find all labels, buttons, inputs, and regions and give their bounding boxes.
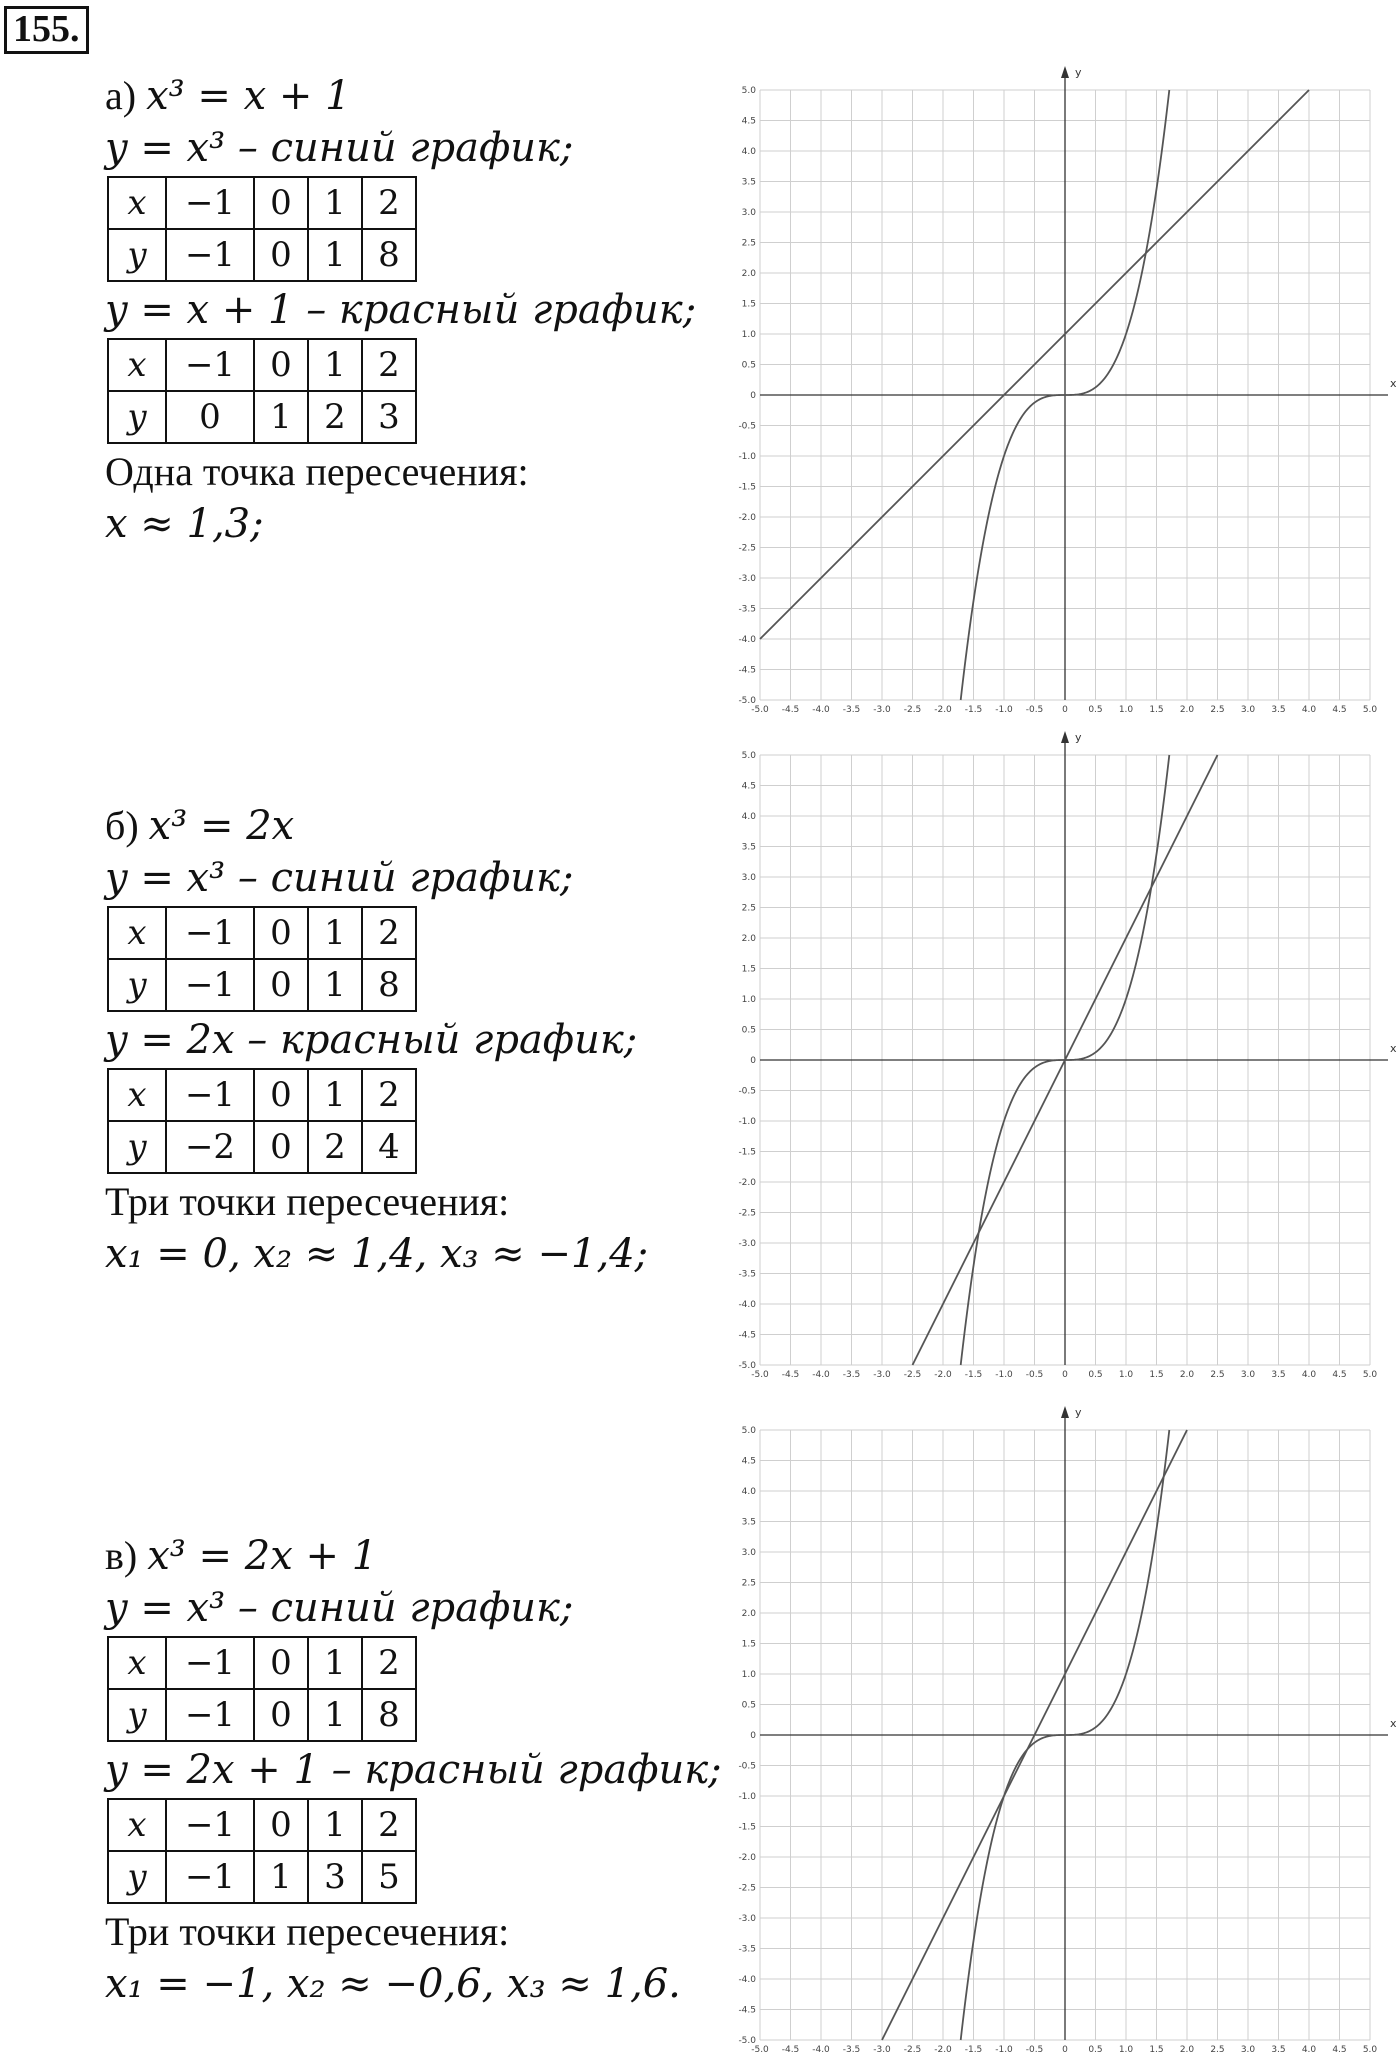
part-c-table2 — [107, 1798, 417, 1904]
x-tick-label: -5.0 — [751, 2045, 769, 2055]
table-cell: 2 — [362, 907, 416, 959]
x-tick-label: -1.5 — [964, 2045, 983, 2055]
part-b-answer: x₁ = 0, x₂ ≈ 1,4, x₃ ≈ −1,4; — [105, 1231, 649, 1277]
x-tick-label: -5.0 — [751, 705, 769, 715]
x-tick-label: -0.5 — [1025, 2045, 1044, 2055]
part-b-conclusion: Три точки пересечения: — [105, 1179, 510, 1224]
x-tick-label: 0.5 — [1088, 705, 1103, 715]
part-b-curve1-label: y = x³ – синий график; — [105, 855, 574, 901]
table-cell: y — [108, 959, 166, 1011]
part-a-answer: x ≈ 1,3; — [105, 501, 264, 547]
y-tick-label: 2.0 — [741, 1609, 756, 1619]
table-cell: 0 — [254, 339, 308, 391]
part-c-table1 — [107, 1636, 417, 1742]
x-tick-label: 0.5 — [1088, 1370, 1103, 1380]
part-b-table2 — [107, 1068, 417, 1174]
x-tick-label: 4.5 — [1332, 2045, 1347, 2055]
x-tick-label: 1.0 — [1118, 705, 1134, 715]
chart-a — [715, 60, 1400, 720]
x-axis-label: x — [1390, 1042, 1397, 1055]
table-cell: x — [108, 177, 166, 229]
y-tick-label: -4.0 — [738, 1300, 756, 1310]
y-tick-label: 2.5 — [741, 903, 756, 914]
y-tick-label: -4.5 — [738, 2005, 756, 2016]
table-cell: x — [108, 1637, 166, 1689]
y-tick-label: 5.0 — [741, 751, 756, 761]
x-tick-label: -2.0 — [934, 1370, 952, 1380]
y-tick-label: 1.0 — [741, 1670, 756, 1680]
part-a — [105, 70, 697, 550]
x-tick-label: 2.0 — [1179, 1370, 1195, 1380]
y-tick-label: 5.0 — [741, 86, 756, 96]
y-tick-label: 4.0 — [741, 1487, 756, 1497]
table-cell: 4 — [362, 1121, 416, 1173]
table-cell: 0 — [254, 907, 308, 959]
x-tick-label: 2.5 — [1210, 705, 1225, 715]
x-tick-label: 0.5 — [1088, 2045, 1103, 2055]
x-tick-label: -3.5 — [842, 2045, 861, 2055]
table-cell: −1 — [166, 229, 254, 281]
table-cell: −1 — [166, 1851, 254, 1903]
y-tick-label: 1.5 — [741, 964, 756, 975]
table-row — [108, 1851, 416, 1903]
part-b-equation — [105, 800, 665, 852]
table-cell: 0 — [254, 959, 308, 1011]
x-tick-label: -3.5 — [842, 705, 861, 715]
y-tick-label: -3.5 — [738, 1944, 756, 1955]
part-a-conclusion: Одна точка пересечения: — [105, 449, 529, 494]
table-cell: 1 — [308, 229, 362, 281]
y-tick-label: -3.5 — [738, 604, 756, 615]
table-cell: 1 — [254, 391, 308, 443]
part-b-equation-text: x³ = 2x — [148, 803, 295, 849]
table-cell: −1 — [166, 1799, 254, 1851]
x-tick-label: 5.0 — [1362, 1370, 1378, 1380]
x-tick-label: 1.0 — [1118, 2045, 1134, 2055]
x-tick-label: -0.5 — [1025, 1370, 1044, 1380]
part-c-curve2-label: y = 2x + 1 – красный график; — [105, 1747, 722, 1793]
x-tick-label: 2.0 — [1179, 705, 1195, 715]
y-tick-label: 3.5 — [741, 177, 756, 188]
x-tick-label: -3.5 — [842, 1370, 861, 1380]
x-tick-label: 1.5 — [1149, 1370, 1164, 1380]
table-row — [108, 1637, 416, 1689]
y-tick-label: -1.5 — [738, 1822, 756, 1833]
x-tick-label: 1.5 — [1149, 2045, 1164, 2055]
table-cell: 1 — [308, 177, 362, 229]
table-row — [108, 391, 416, 443]
table-row — [108, 229, 416, 281]
part-c-answer: x₁ = −1, x₂ ≈ −0,6, x₃ ≈ 1,6. — [105, 1961, 681, 2007]
table-row — [108, 959, 416, 1011]
y-tick-label: -4.0 — [738, 635, 756, 645]
part-c-conclusion: Три точки пересечения: — [105, 1909, 510, 1954]
y-tick-label: 4.0 — [741, 812, 756, 822]
y-tick-label: -2.5 — [738, 543, 756, 554]
y-tick-label: 2.5 — [741, 238, 756, 249]
y-tick-label: -1.0 — [738, 1117, 756, 1127]
x-tick-label: -4.0 — [812, 1370, 830, 1380]
table-cell: −1 — [166, 1689, 254, 1741]
part-c — [105, 1530, 722, 2010]
part-a-curve2-label: y = x + 1 – красный график; — [105, 287, 697, 333]
y-axis-label: y — [1075, 66, 1082, 79]
table-cell: 3 — [308, 1851, 362, 1903]
y-tick-label: 0 — [750, 391, 756, 401]
x-tick-label: -1.0 — [995, 1370, 1013, 1380]
x-tick-label: 2.5 — [1210, 1370, 1225, 1380]
x-tick-label: 4.5 — [1332, 705, 1347, 715]
x-tick-label: -4.5 — [781, 1370, 800, 1380]
x-tick-label: 0 — [1062, 2045, 1068, 2055]
y-tick-label: -4.5 — [738, 665, 756, 676]
x-tick-label: -3.0 — [873, 705, 891, 715]
part-b-letter: б) — [105, 803, 139, 848]
y-tick-label: -5.0 — [738, 2036, 756, 2046]
table-cell: 2 — [362, 1637, 416, 1689]
x-tick-label: -1.0 — [995, 705, 1013, 715]
x-axis-label: x — [1390, 377, 1397, 390]
x-tick-label: -3.0 — [873, 1370, 891, 1380]
x-tick-label: 5.0 — [1362, 705, 1378, 715]
part-b-curve2-label: y = 2x – красный график; — [105, 1017, 638, 1063]
table-row — [108, 1689, 416, 1741]
y-tick-label: 1.5 — [741, 1639, 756, 1650]
y-tick-label: 4.5 — [741, 116, 756, 127]
y-axis-label: y — [1075, 731, 1082, 744]
y-axis-arrow — [1061, 731, 1069, 743]
x-tick-label: -2.5 — [903, 1370, 922, 1380]
x-tick-label: -1.5 — [964, 705, 983, 715]
x-tick-label: -0.5 — [1025, 705, 1044, 715]
x-tick-label: 4.0 — [1301, 705, 1317, 715]
x-tick-label: -2.0 — [934, 705, 952, 715]
x-tick-label: 4.0 — [1301, 2045, 1317, 2055]
y-tick-label: 3.0 — [741, 873, 756, 883]
y-tick-label: -1.0 — [738, 1792, 756, 1802]
y-tick-label: 2.0 — [741, 269, 756, 279]
part-a-equation-text: x³ = x + 1 — [146, 73, 351, 119]
table-cell: −1 — [166, 1637, 254, 1689]
y-tick-label: 2.5 — [741, 1578, 756, 1589]
y-axis-arrow — [1061, 1406, 1069, 1418]
x-tick-label: 0 — [1062, 1370, 1068, 1380]
table-cell: 0 — [254, 1689, 308, 1741]
table-row — [108, 907, 416, 959]
table-cell: 1 — [308, 1689, 362, 1741]
table-cell: −1 — [166, 1069, 254, 1121]
y-tick-label: -2.0 — [738, 1178, 756, 1188]
part-c-equation — [105, 1530, 665, 1582]
x-tick-label: 3.0 — [1240, 2045, 1256, 2055]
y-tick-label: -0.5 — [738, 421, 756, 432]
y-tick-label: -2.5 — [738, 1208, 756, 1219]
y-tick-label: 1.0 — [741, 995, 756, 1005]
y-tick-label: -5.0 — [738, 696, 756, 706]
x-tick-label: -4.5 — [781, 2045, 800, 2055]
y-tick-label: 4.0 — [741, 147, 756, 157]
part-a-table2 — [107, 338, 417, 444]
table-cell: 1 — [254, 1851, 308, 1903]
table-cell: 0 — [254, 1121, 308, 1173]
y-tick-label: -2.0 — [738, 1853, 756, 1863]
y-tick-label: -4.0 — [738, 1975, 756, 1985]
part-c-curve1-label: y = x³ – синий график; — [105, 1585, 574, 1631]
y-tick-label: 0 — [750, 1056, 756, 1066]
y-tick-label: 5.0 — [741, 1426, 756, 1436]
part-a-table1 — [107, 176, 417, 282]
table-cell: 2 — [308, 391, 362, 443]
table-cell: 1 — [308, 1069, 362, 1121]
y-tick-label: -0.5 — [738, 1761, 756, 1772]
table-cell: 0 — [254, 229, 308, 281]
table-cell: 0 — [254, 1069, 308, 1121]
table-cell: y — [108, 1851, 166, 1903]
x-tick-label: 3.0 — [1240, 705, 1256, 715]
x-tick-label: 0 — [1062, 705, 1068, 715]
x-tick-label: 1.0 — [1118, 1370, 1134, 1380]
y-tick-label: 4.5 — [741, 1456, 756, 1467]
y-tick-label: 0.5 — [741, 1025, 756, 1036]
table-cell: x — [108, 1069, 166, 1121]
table-row — [108, 1799, 416, 1851]
x-tick-label: -1.5 — [964, 1370, 983, 1380]
table-cell: 0 — [254, 177, 308, 229]
table-cell: 0 — [166, 391, 254, 443]
table-cell: −1 — [166, 177, 254, 229]
table-cell: 2 — [362, 339, 416, 391]
y-tick-label: 0.5 — [741, 360, 756, 371]
part-c-letter: в) — [105, 1533, 138, 1578]
part-b — [105, 800, 665, 1280]
x-tick-label: 1.5 — [1149, 705, 1164, 715]
x-tick-label: -2.0 — [934, 2045, 952, 2055]
table-cell: 2 — [362, 1799, 416, 1851]
x-tick-label: 3.5 — [1271, 1370, 1286, 1380]
x-tick-label: -4.0 — [812, 705, 830, 715]
y-tick-label: 1.0 — [741, 330, 756, 340]
table-cell: x — [108, 339, 166, 391]
part-c-equation-text: x³ = 2x + 1 — [147, 1533, 378, 1579]
x-tick-label: -5.0 — [751, 1370, 769, 1380]
table-cell: −2 — [166, 1121, 254, 1173]
table-row — [108, 1069, 416, 1121]
part-a-equation — [105, 70, 665, 122]
y-tick-label: -4.5 — [738, 1330, 756, 1341]
table-cell: x — [108, 1799, 166, 1851]
y-tick-label: -1.0 — [738, 452, 756, 462]
y-tick-label: -0.5 — [738, 1086, 756, 1097]
x-tick-label: 5.0 — [1362, 2045, 1378, 2055]
y-tick-label: 3.5 — [741, 842, 756, 853]
y-tick-label: -3.0 — [738, 574, 756, 584]
x-tick-label: -2.5 — [903, 705, 922, 715]
x-tick-label: 3.0 — [1240, 1370, 1256, 1380]
x-tick-label: -4.5 — [781, 705, 800, 715]
table-cell: −1 — [166, 339, 254, 391]
table-cell: 3 — [362, 391, 416, 443]
table-cell: 1 — [308, 339, 362, 391]
table-cell: 5 — [362, 1851, 416, 1903]
y-tick-label: 0.5 — [741, 1700, 756, 1711]
table-cell: y — [108, 1689, 166, 1741]
x-axis-label: x — [1390, 1717, 1397, 1730]
x-tick-label: 2.5 — [1210, 2045, 1225, 2055]
table-cell: 0 — [254, 1799, 308, 1851]
part-a-letter: а) — [105, 73, 137, 118]
table-row — [108, 1121, 416, 1173]
x-tick-label: 4.5 — [1332, 1370, 1347, 1380]
y-tick-label: 2.0 — [741, 934, 756, 944]
chart-b — [715, 725, 1400, 1385]
table-cell: 8 — [362, 959, 416, 1011]
x-tick-label: -1.0 — [995, 2045, 1013, 2055]
table-cell: 8 — [362, 1689, 416, 1741]
part-b-table1 — [107, 906, 417, 1012]
y-axis-arrow — [1061, 66, 1069, 78]
y-tick-label: 4.5 — [741, 781, 756, 792]
table-cell: y — [108, 391, 166, 443]
y-tick-label: -2.5 — [738, 1883, 756, 1894]
y-tick-label: -1.5 — [738, 1147, 756, 1158]
x-tick-label: -4.0 — [812, 2045, 830, 2055]
x-tick-label: 2.0 — [1179, 2045, 1195, 2055]
y-tick-label: 3.5 — [741, 1517, 756, 1528]
table-cell: 8 — [362, 229, 416, 281]
table-cell: 1 — [308, 907, 362, 959]
table-cell: 1 — [308, 959, 362, 1011]
table-row — [108, 177, 416, 229]
table-cell: −1 — [166, 959, 254, 1011]
table-cell: 2 — [362, 177, 416, 229]
y-tick-label: -3.0 — [738, 1239, 756, 1249]
y-tick-label: -3.5 — [738, 1269, 756, 1280]
table-cell: 2 — [362, 1069, 416, 1121]
x-tick-label: 3.5 — [1271, 2045, 1286, 2055]
problem-number: 155. — [4, 6, 89, 54]
x-tick-label: -3.0 — [873, 2045, 891, 2055]
y-axis-label: y — [1075, 1406, 1082, 1419]
table-cell: y — [108, 229, 166, 281]
table-cell: −1 — [166, 907, 254, 959]
y-tick-label: 0 — [750, 1731, 756, 1741]
table-cell: x — [108, 907, 166, 959]
part-a-curve1-label: y = x³ – синий график; — [105, 125, 574, 171]
x-tick-label: 3.5 — [1271, 705, 1286, 715]
chart-c — [715, 1400, 1400, 2060]
y-tick-label: 3.0 — [741, 208, 756, 218]
table-cell: 1 — [308, 1637, 362, 1689]
y-tick-label: -3.0 — [738, 1914, 756, 1924]
y-tick-label: -1.5 — [738, 482, 756, 493]
table-row — [108, 339, 416, 391]
table-cell: y — [108, 1121, 166, 1173]
y-tick-label: -5.0 — [738, 1361, 756, 1371]
table-cell: 2 — [308, 1121, 362, 1173]
y-tick-label: -2.0 — [738, 513, 756, 523]
x-tick-label: 4.0 — [1301, 1370, 1317, 1380]
x-tick-label: -2.5 — [903, 2045, 922, 2055]
y-tick-label: 1.5 — [741, 299, 756, 310]
table-cell: 0 — [254, 1637, 308, 1689]
table-cell: 1 — [308, 1799, 362, 1851]
y-tick-label: 3.0 — [741, 1548, 756, 1558]
